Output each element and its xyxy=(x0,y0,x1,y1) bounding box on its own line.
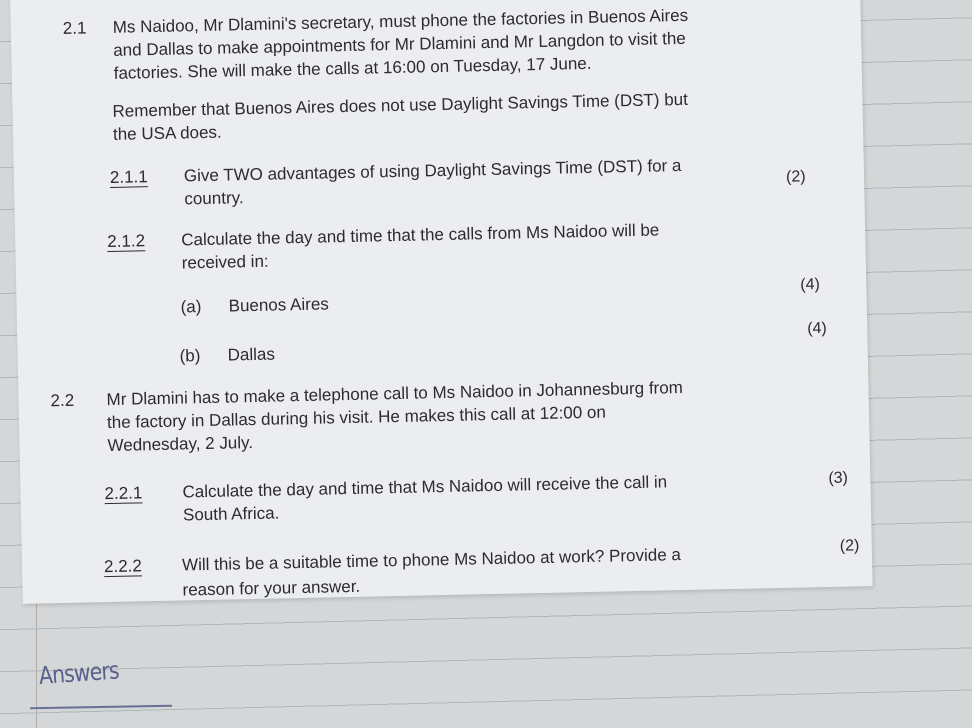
question-2-1-2-line-1: Calculate the day and time that the calls from Ms Naidoo will be xyxy=(181,220,660,250)
question-2-1-2-line-2: received in: xyxy=(181,251,269,273)
question-2-1-1-number: 2.1.1 xyxy=(109,167,148,187)
question-2-2-line-2: the factory in Dallas during his visit. He makes this call at 12:00 on xyxy=(106,402,607,433)
question-2-2-2-line-1: Will this be a suitable time to phone Ms Naidoo at work? Provide a xyxy=(181,545,682,575)
question-2-2-2-number: 2.2.2 xyxy=(103,556,143,577)
question-2-2-1-number: 2.2.1 xyxy=(104,483,143,504)
part-a-label: (a) xyxy=(180,297,202,317)
question-2-2-1-line-1: Calculate the day and time that Ms Naidoo will receive the call in xyxy=(182,472,668,502)
part-b-label: (b) xyxy=(179,346,201,366)
dst-reminder-line-1: Remember that Buenos Aires does not use Daylight Savings Time (DST) but xyxy=(112,89,689,121)
exam-sheet xyxy=(10,0,873,604)
question-2-1-line-3: factories. She will make the calls at 16:00 on Tuesday, 17 June. xyxy=(113,53,592,83)
part-b-text: Dallas xyxy=(227,344,276,365)
dst-reminder-line-2: the USA does. xyxy=(112,122,222,144)
question-2-1-number: 2.1 xyxy=(62,18,87,38)
question-2-2-line-3: Wednesday, 2 July. xyxy=(107,433,254,456)
question-2-2-line-1: Mr Dlamini has to make a telephone call to Ms Naidoo in Johannesburg from xyxy=(106,377,684,410)
part-a-text: Buenos Aires xyxy=(228,294,329,316)
question-2-1-1-line-1: Give TWO advantages of using Daylight Savings Time (DST) for a xyxy=(183,155,682,186)
marks-2-2-1: (3) xyxy=(828,469,849,487)
marks-2-2-2: (2) xyxy=(839,537,860,555)
question-2-2-2-line-2: reason for your answer. xyxy=(182,576,361,600)
question-2-2-number: 2.2 xyxy=(50,390,75,411)
question-2-2-1-line-2: South Africa. xyxy=(182,503,280,525)
marks-part-a: (4) xyxy=(800,276,821,294)
question-2-1-2-number: 2.1.2 xyxy=(107,231,146,252)
marks-part-b: (4) xyxy=(807,319,827,338)
question-2-1-1-line-2: country. xyxy=(184,188,244,209)
question-2-1-line-2: and Dallas to make appointments for Mr Dlamini and Mr Langdon to visit the xyxy=(113,28,686,60)
marks-2-1-1: (2) xyxy=(785,168,806,186)
question-2-1-line-1: Ms Naidoo, Mr Dlamini's secretary, must phone the factories in Buenos Aires xyxy=(112,5,689,37)
handwritten-answers-heading: Answers xyxy=(38,656,120,690)
